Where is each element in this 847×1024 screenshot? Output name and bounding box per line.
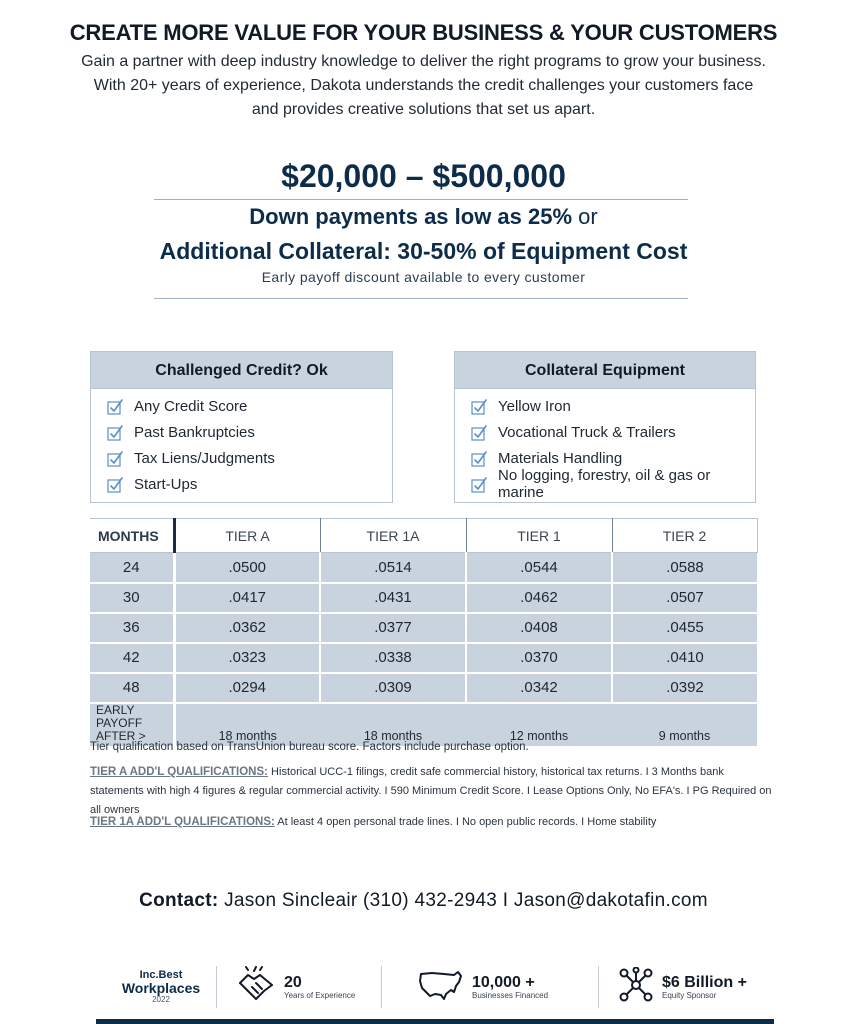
tier-1a-label: TIER 1A ADD'L QUALIFICATIONS: xyxy=(90,816,275,828)
header-tier-a: TIER A xyxy=(174,519,320,553)
years-label: Years of Experience xyxy=(284,990,356,1000)
list-item-label: Materials Handling xyxy=(498,449,623,467)
rate-cell: .0507 xyxy=(612,583,757,613)
header-tier-1a: TIER 1A xyxy=(320,519,466,553)
usa-map-icon xyxy=(418,968,464,1007)
challenged-credit-title: Challenged Credit? Ok xyxy=(91,352,392,389)
inc-best-workplaces-logo xyxy=(112,964,210,1010)
tier-1a-text: At least 4 open personal trade lines. I No open public records. I Home stability xyxy=(274,816,657,828)
challenged-credit-box xyxy=(90,351,393,503)
years-value: 20 xyxy=(284,973,302,991)
payoff-cell: 18 months xyxy=(174,703,320,746)
early-payoff-row xyxy=(90,703,757,746)
list-item-label: Any Credit Score xyxy=(134,397,248,415)
table-row xyxy=(90,613,757,643)
rate-cell: .0370 xyxy=(466,643,612,673)
table-row xyxy=(90,553,757,583)
rate-cell: .0431 xyxy=(320,583,466,613)
early-payoff-note: Early payoff discount available to every customer xyxy=(261,269,586,285)
inc-logo-line1: Inc.Best xyxy=(139,968,183,981)
rate-cell: .0514 xyxy=(320,553,466,583)
credit-list xyxy=(91,389,392,497)
footer-badges xyxy=(96,964,774,1012)
checkbox-icon xyxy=(107,399,124,414)
rate-cell: .0588 xyxy=(612,553,757,583)
list-item-label: Vocational Truck & Trailers xyxy=(498,423,676,441)
divider-top xyxy=(154,199,688,200)
list-item-label: Start-Ups xyxy=(134,475,198,493)
businesses-stat-text xyxy=(472,974,548,1001)
equity-stat-text xyxy=(662,974,747,1001)
rate-cell: .0544 xyxy=(466,553,612,583)
footer-divider xyxy=(216,966,217,1008)
rate-cell: .0408 xyxy=(466,613,612,643)
table-row xyxy=(90,583,757,613)
header-tier-2: TIER 2 xyxy=(612,519,757,553)
down-payment-line xyxy=(0,204,847,230)
list-item xyxy=(107,471,392,497)
payoff-cell: 18 months xyxy=(320,703,466,746)
rate-cell: .0455 xyxy=(612,613,757,643)
intro-paragraph: Gain a partner with deep industry knowledge to deliver the right programs to grow your business. With 20+ years of experience, Dakota understands the credit challenges your customers face and provides creative solutions that set us apart. xyxy=(81,53,766,118)
businesses-label: Businesses Financed xyxy=(472,990,549,1000)
equity-label: Equity Sponsor xyxy=(662,990,717,1000)
table-row xyxy=(90,673,757,703)
checkbox-icon xyxy=(107,451,124,466)
rate-cell: .0377 xyxy=(320,613,466,643)
rate-cell: .0338 xyxy=(320,643,466,673)
months-cell: 42 xyxy=(90,643,174,673)
rate-cell: .0309 xyxy=(320,673,466,703)
payoff-cell: 12 months xyxy=(466,703,612,746)
early-payoff-label xyxy=(90,703,174,746)
table-row xyxy=(90,643,757,673)
list-item-label: Tax Liens/Judgments xyxy=(134,449,275,467)
equipment-list xyxy=(455,389,755,501)
equity-stat xyxy=(618,964,774,1010)
list-item xyxy=(471,393,755,419)
list-item xyxy=(107,393,392,419)
divider-bottom xyxy=(154,298,688,299)
rate-cell: .0410 xyxy=(612,643,757,673)
checkbox-icon xyxy=(471,451,488,466)
months-cell: 24 xyxy=(90,553,174,583)
businesses-stat xyxy=(418,964,578,1010)
list-item-label: Yellow Iron xyxy=(498,397,571,415)
collateral-equipment-title: Collateral Equipment xyxy=(455,352,755,389)
rate-cell: .0462 xyxy=(466,583,612,613)
contact-label: Contact: xyxy=(139,890,219,911)
down-payment-text: Down payments as low as 25% xyxy=(249,204,573,229)
checkbox-icon xyxy=(107,477,124,492)
early-payoff-label-line2: PAYOFF AFTER > xyxy=(96,715,146,743)
businesses-value: 10,000 + xyxy=(472,973,535,991)
network-icon xyxy=(618,967,654,1008)
rate-cell: .0294 xyxy=(174,673,320,703)
inc-logo-year: 2022 xyxy=(152,994,170,1004)
months-cell: 48 xyxy=(90,673,174,703)
list-item-label: Past Bankruptcies xyxy=(134,423,255,441)
rate-cell: .0362 xyxy=(174,613,320,643)
rate-table xyxy=(90,518,758,746)
inc-logo-line2: Workplaces xyxy=(121,979,201,996)
tier-basis-note: Tier qualification based on TransUnion bureau score. Factors include purchase option. xyxy=(90,741,529,753)
checkbox-icon xyxy=(107,425,124,440)
list-item-label: No logging, forestry, oil & gas or marine xyxy=(498,467,711,501)
rate-cell: .0342 xyxy=(466,673,612,703)
rate-cell: .0417 xyxy=(174,583,320,613)
rate-cell: .0500 xyxy=(174,553,320,583)
or-text: or xyxy=(578,204,598,229)
footer-divider xyxy=(598,966,599,1008)
months-cell: 30 xyxy=(90,583,174,613)
table-header-row xyxy=(90,519,757,553)
bottom-bar xyxy=(96,1019,774,1024)
header-tier-1: TIER 1 xyxy=(466,519,612,553)
checkbox-icon xyxy=(471,425,488,440)
headline: CREATE MORE VALUE FOR YOUR BUSINESS & YOUR CUSTOMERS xyxy=(69,20,778,45)
list-item xyxy=(107,419,392,445)
payoff-cell: 9 months xyxy=(612,703,757,746)
years-stat-text xyxy=(284,974,355,1001)
tier-a-label: TIER A ADD'L QUALIFICATIONS: xyxy=(90,766,268,778)
checkbox-icon xyxy=(471,399,488,414)
list-item xyxy=(471,419,755,445)
collateral-equipment-box xyxy=(454,351,756,503)
years-stat xyxy=(236,964,386,1010)
early-payoff-label-line1: EARLY xyxy=(96,702,135,717)
contact-details[interactable]: Jason Sincleair (310) 432-2943 I Jason@dakotafin.com xyxy=(218,890,708,911)
handshake-icon xyxy=(236,965,276,1010)
tier-a-text: Historical UCC-1 filings, credit safe commercial history, historical tax returns. I 3 Months bank statements with high 4 figures & regular commercial activity. I 590 Minimum Credit Score. I Lease Options Only, No EFA's. I PG Required on all owners xyxy=(90,766,772,816)
rate-cell: .0392 xyxy=(612,673,757,703)
header-months: MONTHS xyxy=(90,519,174,553)
loan-range: $20,000 – $500,000 xyxy=(281,158,566,194)
tier-a-qualifications xyxy=(90,763,780,820)
collateral-line: Additional Collateral: 30-50% of Equipment Cost xyxy=(159,238,688,264)
months-cell: 36 xyxy=(90,613,174,643)
footer-divider xyxy=(381,966,382,1008)
tier-1a-qualifications xyxy=(90,813,780,832)
checkbox-icon xyxy=(471,477,488,492)
equity-value: $6 Billion + xyxy=(662,973,747,991)
rate-cell: .0323 xyxy=(174,643,320,673)
contact-line xyxy=(0,890,847,912)
list-item xyxy=(107,445,392,471)
list-item xyxy=(471,467,755,501)
